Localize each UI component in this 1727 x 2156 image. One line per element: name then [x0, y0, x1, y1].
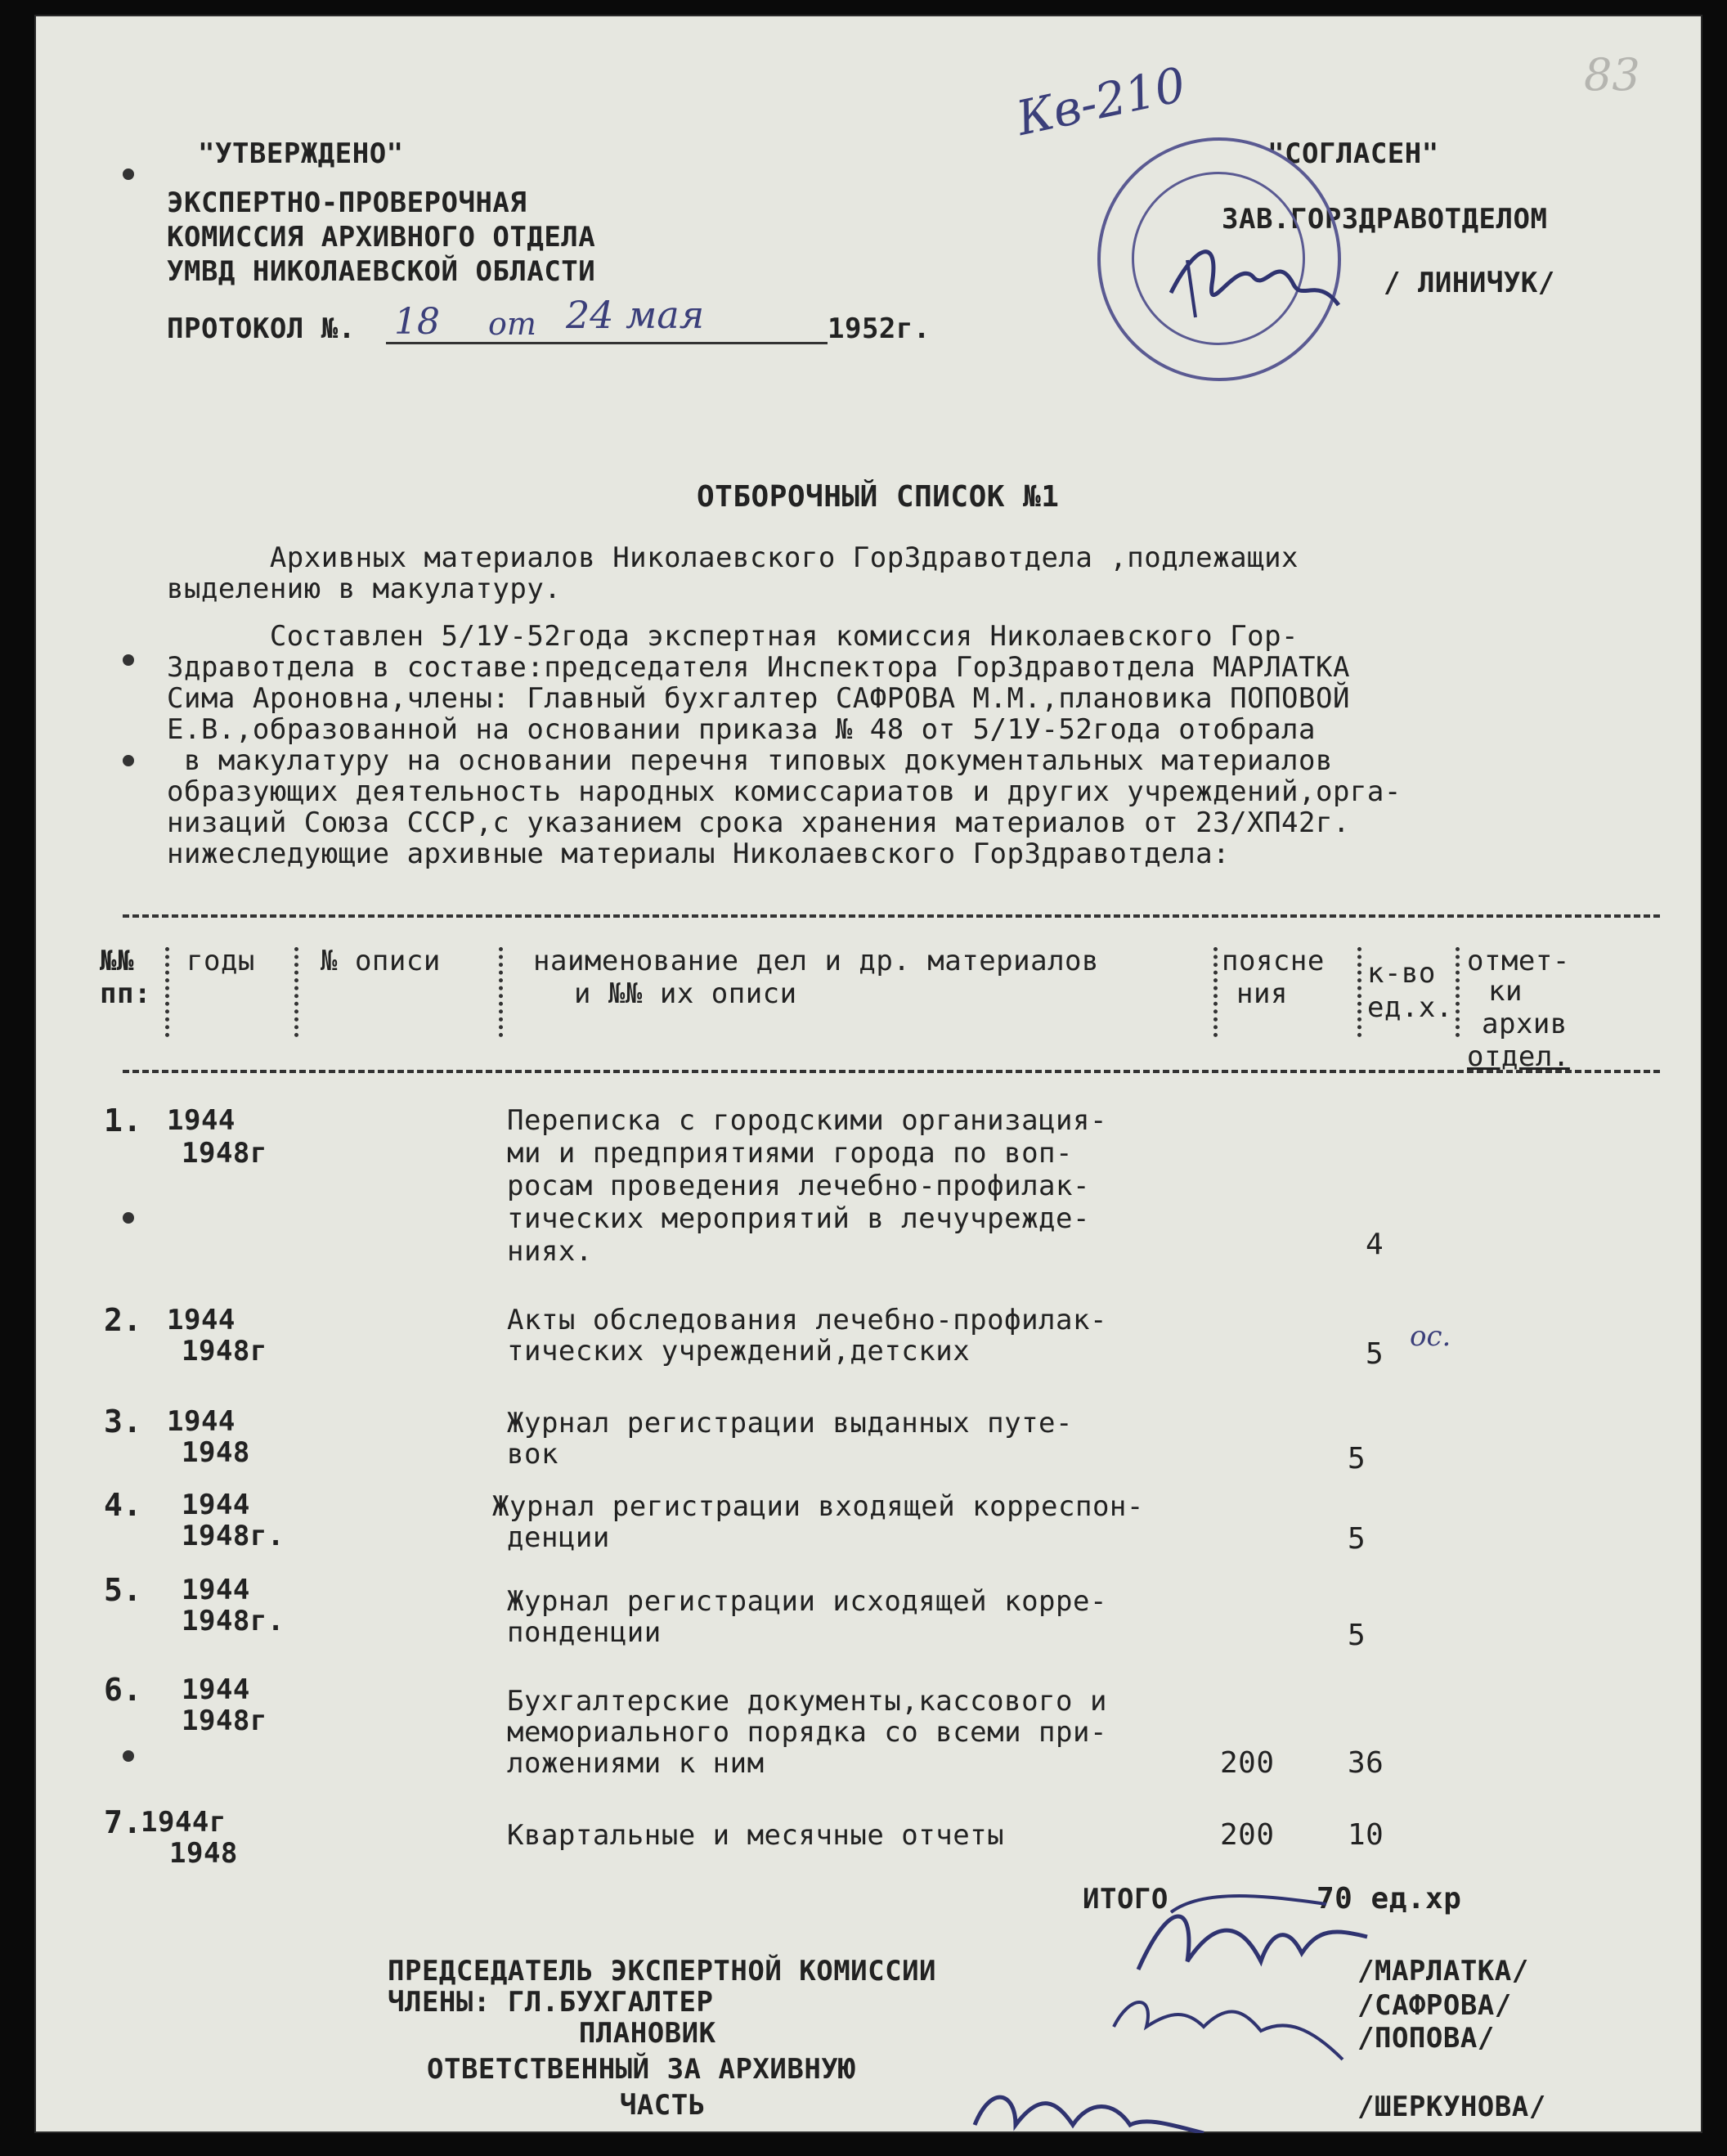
- agreed-position: ЗАВ.ГОРЗДРАВОТДЕЛОМ: [1222, 203, 1548, 236]
- signature-role: ЧАСТЬ: [517, 2089, 706, 2122]
- header-notes: поясне: [1222, 945, 1325, 977]
- row-description: Журнал регистрации исходящей корре-: [507, 1585, 1107, 1618]
- commission-line-3: УМВД НИКОЛАЕВСКОЙ ОБЛАСТИ: [167, 255, 596, 288]
- row-year-start: 1944г: [141, 1806, 227, 1839]
- row-description: росам проведения лечебно-профилак-: [507, 1170, 1090, 1202]
- protocol-date: 24 мая: [566, 293, 705, 337]
- column-separator: [1357, 947, 1361, 1037]
- punch-hole: [123, 1212, 134, 1224]
- row-number: 6.: [104, 1672, 142, 1708]
- agreed-label: "СОГЛАСЕН": [1267, 137, 1439, 170]
- archive-signature: [958, 2068, 1220, 2133]
- approved-label: "УТВЕРЖДЕНО": [198, 137, 404, 170]
- protocol-number: 18: [394, 301, 440, 343]
- row-count: 5: [1348, 1442, 1366, 1476]
- signatory-name: /ШЕРКУНОВА/: [1357, 2091, 1546, 2123]
- accountant-signature: [1097, 1978, 1359, 2068]
- row-number: 5.: [104, 1572, 142, 1608]
- punch-hole: [123, 755, 134, 766]
- signature-role: ПРЕДСЕДАТЕЛЬ ЭКСПЕРТНОЙ КОМИССИИ: [388, 1955, 937, 1988]
- signature-role: ПЛАНОВИК: [476, 2017, 716, 2050]
- row-description: тических учреждений,детских: [507, 1335, 971, 1368]
- document-title: ОТБОРОЧНЫЙ СПИСОК №1: [697, 480, 1060, 514]
- signature-role: ЧЛЕНЫ: ГЛ.БУХГАЛТЕР: [388, 1986, 714, 2019]
- row-count-note: ос.: [1410, 1320, 1451, 1353]
- row-count: 5: [1366, 1337, 1384, 1371]
- corner-mark: 83: [1584, 49, 1640, 101]
- row-year-end: 1948г.: [182, 1520, 285, 1552]
- row-year-end: 1948: [169, 1837, 238, 1870]
- row-description: Бухгалтерские документы,кассового и: [507, 1685, 1107, 1718]
- header-marks: отдел.: [1467, 1040, 1570, 1073]
- intro-line: образующих деятельность народных комиссариатов и других учреждений,орга-: [167, 775, 1402, 808]
- header-marks: архив: [1482, 1008, 1568, 1040]
- row-description: ложениями к ним: [507, 1747, 765, 1780]
- header-count: к-во: [1367, 957, 1436, 990]
- row-description: тических мероприятий в лечучрежде-: [507, 1202, 1090, 1235]
- row-year-start: 1944: [167, 1405, 236, 1438]
- intro-line: низаций Союза СССР,с указанием срока хранения материалов от 23/ХП42г.: [167, 806, 1350, 839]
- row-description: ми и предприятиями города по воп-: [507, 1137, 1074, 1170]
- row-year-start: 1944: [182, 1574, 250, 1606]
- row-count: 36: [1348, 1746, 1384, 1780]
- column-separator: [294, 947, 298, 1037]
- row-number: 7.: [104, 1804, 142, 1840]
- row-number: 1.: [104, 1103, 142, 1139]
- table-top-border: [123, 914, 1660, 918]
- table-header-bottom-border: [123, 1070, 1660, 1073]
- protocol-from: от: [488, 306, 536, 342]
- row-year-start: 1944: [167, 1104, 236, 1137]
- row-year-end: 1948: [182, 1436, 250, 1469]
- header-name: и №№ их описи: [574, 977, 797, 1010]
- row-number: 2.: [104, 1302, 142, 1338]
- row-number: 3.: [104, 1404, 142, 1440]
- protocol-prefix: ПРОТОКОЛ №.: [167, 312, 356, 345]
- signatory-name: /САФРОВА/: [1357, 1989, 1512, 2022]
- signatory-name: /ПОПОВА/: [1357, 2022, 1495, 2055]
- row-description: Акты обследования лечебно-профилак-: [507, 1304, 1107, 1336]
- row-description: вок: [507, 1438, 558, 1471]
- total-label: ИТОГО: [1083, 1883, 1169, 1916]
- column-separator: [499, 947, 503, 1037]
- row-count: 4: [1366, 1228, 1384, 1261]
- row-year-end: 1948г: [182, 1335, 267, 1368]
- total-value: 70 ед.хр: [1317, 1882, 1462, 1916]
- row-description: ниях.: [507, 1235, 593, 1268]
- header-inventory: № описи: [321, 945, 441, 977]
- protocol-underline: [386, 342, 828, 344]
- row-description: Квартальные и месячные отчеты: [507, 1819, 1005, 1852]
- intro-line: Здравотдела в составе:председателя Инспектора ГорЗдравотдела МАРЛАТКА: [167, 651, 1350, 684]
- row-description: мемориального порядка со всеми при-: [507, 1716, 1107, 1749]
- row-number: 4.: [104, 1487, 142, 1523]
- intro-line: Е.В.,образованной на основании приказа № 48 от 5/1У-52года отобрала: [167, 713, 1316, 746]
- handwritten-note: Кв-210: [1012, 56, 1191, 146]
- column-separator: [1456, 947, 1460, 1037]
- column-separator: [165, 947, 169, 1037]
- row-description: Журнал регистрации входящей корреспон-: [492, 1490, 1144, 1523]
- document-page: [34, 15, 1702, 2133]
- signature-role: ОТВЕТСТВЕННЫЙ ЗА АРХИВНУЮ: [427, 2053, 856, 2086]
- row-count: 10: [1348, 1818, 1384, 1852]
- punch-hole: [123, 654, 134, 666]
- intro-line: выделению в макулатуру.: [167, 573, 562, 605]
- header-marks: отмет-: [1467, 945, 1570, 977]
- commission-line-1: ЭКСПЕРТНО-ПРОВЕРОЧНАЯ: [167, 186, 527, 219]
- column-separator: [1213, 947, 1218, 1037]
- row-description: Журнал регистрации выданных путе-: [507, 1407, 1074, 1440]
- row-description: Переписка с городскими организация-: [507, 1104, 1107, 1137]
- header-marks: ки: [1488, 975, 1523, 1008]
- row-year-start: 1944: [167, 1304, 236, 1336]
- row-description: понденции: [507, 1616, 662, 1649]
- intro-line: Сима Ароновна,члены: Главный бухгалтер САФРОВА М.М.,плановика ПОПОВОЙ: [167, 682, 1350, 715]
- director-signature: [1163, 227, 1351, 334]
- intro-line: в макулатуру на основании перечня типовых документальных материалов: [167, 744, 1333, 777]
- row-notes: 200: [1220, 1818, 1275, 1852]
- row-count: 5: [1348, 1619, 1366, 1652]
- agreed-name: / ЛИНИЧУК/: [1384, 267, 1555, 299]
- intro-line: нижеследующие архивные материалы Николаевского ГорЗдравотдела:: [167, 838, 1231, 870]
- row-year-end: 1948г: [182, 1705, 267, 1737]
- row-count: 5: [1348, 1522, 1366, 1556]
- commission-line-2: КОМИССИЯ АРХИВНОГО ОТДЕЛА: [167, 221, 596, 254]
- row-year-start: 1944: [182, 1489, 250, 1521]
- row-year-end: 1948г: [182, 1137, 267, 1170]
- row-year-start: 1944: [182, 1673, 250, 1706]
- header-no: №№: [100, 945, 134, 977]
- row-year-end: 1948г.: [182, 1605, 285, 1637]
- header-years: годы: [186, 945, 255, 977]
- header-count: ед.х.: [1367, 991, 1453, 1024]
- row-description: денции: [507, 1521, 610, 1554]
- punch-hole: [123, 1750, 134, 1762]
- row-notes: 200: [1220, 1746, 1275, 1780]
- intro-line: Составлен 5/1У-52года экспертная комиссия Николаевского Гор-: [167, 620, 1299, 653]
- signatory-name: /МАРЛАТКА/: [1357, 1955, 1529, 1988]
- intro-line: Архивных материалов Николаевского ГорЗдравотдела ,подлежащих: [167, 541, 1299, 574]
- header-notes: ния: [1236, 977, 1288, 1010]
- protocol-year: 1952г.: [828, 312, 931, 345]
- punch-hole: [123, 168, 134, 180]
- header-no: пп:: [100, 977, 151, 1010]
- header-name: наименование дел и др. материалов: [533, 945, 1100, 977]
